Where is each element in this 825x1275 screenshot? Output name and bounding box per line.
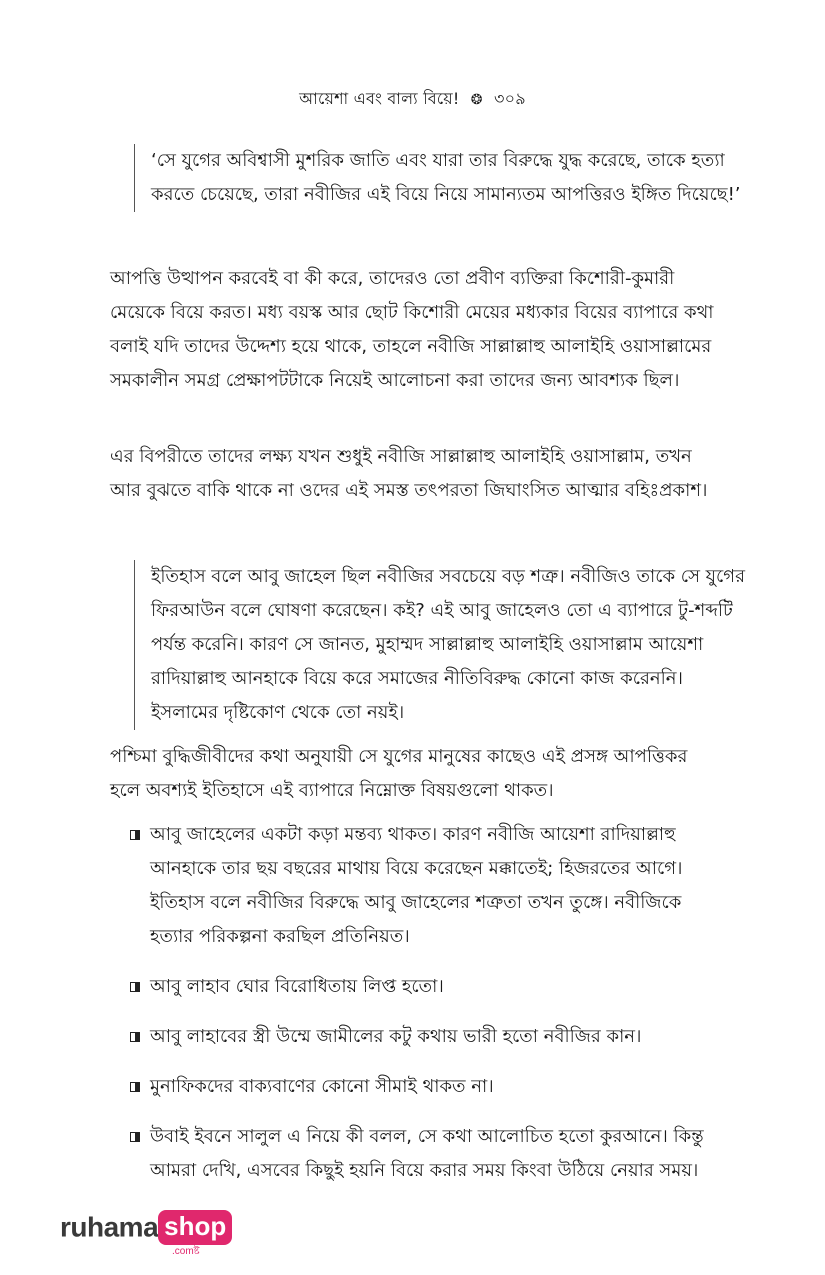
block-quote-1-text: ‘সে যুগের অবিশ্বাসী মুশরিক জাতি এবং যারা তার বিরুদ্ধে যুদ্ধ করেছে, তাকে হত্যা করতে চেয়েছে, তারা নবীজির এই বিয়ে নিয়ে সামান্যতম আপত্তিরও ইঙ্গিত দিয়েছে!’	[151, 150, 741, 205]
ornament-icon: ❂	[470, 92, 483, 108]
block-quote-2-text: ইতিহাস বলে আবু জাহেল ছিল নবীজির সবচেয়ে বড় শত্রু। নবীজিও তাকে সে যুগের ফিরআউন বলে ঘোষণা করেছেন। কই? এই আবু জাহেলও তো এ ব্যাপারে টু-শব্দটি পর্যন্ত করেনি। কারণ সে জানত, মুহাম্মদ সাল্লাল্লাহু আলাইহি ওয়াসাল্লাম আয়েশা রাদিয়াল্লাহু আনহাকে বিয়ে করে সমাজের নীতিবিরুদ্ধ কোনো কাজ করেননি। ইসলামের দৃষ্টিকোণ থেকে তো নয়ই।	[151, 566, 745, 723]
page-number: ৩০৯	[494, 89, 526, 108]
bullet-list	[130, 818, 725, 1204]
ruhamashop-logo	[60, 1210, 232, 1257]
running-header	[0, 86, 825, 113]
list-item-text: আবু জাহেলের একটা কড়া মন্তব্য থাকত। কারণ নবীজি আয়েশা রাদিয়াল্লাহু আনহাকে তার ছয় বছরের মাথায় বিয়ে করেছেন মক্কাতেই; হিজরতের আগে। ইতিহাস বলে নবীজির বিরুদ্ধে আবু জাহেলের শত্রুতা তখন তুঙ্গে। নবীজিকে হত্যার পরিকল্পনা করছিল প্রতিনিয়ত।	[150, 824, 683, 947]
square-bullet-icon	[130, 982, 140, 992]
list-item	[130, 818, 725, 954]
square-bullet-icon	[130, 1082, 140, 1092]
list-item-text: আবু লাহাব ঘোর বিরোধিতায় লিপ্ত হতো।	[150, 976, 444, 997]
list-item-text: আবু লাহাবের স্ত্রী উম্মে জামীলের কটু কথায় ভারী হতো নবীজির কান।	[150, 1026, 642, 1047]
square-bullet-icon	[130, 1032, 140, 1042]
paragraph-2: এর বিপরীতে তাদের লক্ষ্য যখন শুধুই নবীজি সাল্লাল্লাহু আলাইহি ওয়াসাল্লাম, তখন আর বুঝতে বাকি থাকে না ওদের এই সমস্ত তৎপরতা জিঘাংসিত আত্মার বহিঃপ্রকাশ।	[110, 446, 708, 501]
block-quote-1	[134, 144, 751, 212]
running-title: আয়েশা এবং বাল্য বিয়ে!	[299, 89, 460, 108]
paragraph-1: আপত্তি উত্থাপন করবেই বা কী করে, তাদেরও তো প্রবীণ ব্যক্তিরা কিশোরী-কুমারী মেয়েকে বিয়ে করত। মধ্য বয়স্ক আর ছোট কিশোরী মেয়ের মধ্যকার বিয়ের ব্যাপারে কথা বলাই যদি তাদের উদ্দেশ্য হয়ে থাকে, তাহলে নবীজি সাল্লাল্লাহু আলাইহি ওয়াসাল্লামের সমকালীন সমগ্র প্রেক্ষাপটটাকে নিয়েই আলোচনা করা তাদের জন্য আবশ্যক ছিল।	[110, 268, 714, 391]
block-quote-2	[134, 560, 751, 730]
logo-shop-badge: shop	[158, 1210, 232, 1245]
paragraph-3: পশ্চিমা বুদ্ধিজীবীদের কথা অনুযায়ী সে যুগের মানুষের কাছেও এই প্রসঙ্গ আপত্তিকর হলে অবশ্যই ইতিহাসে এই ব্যাপারে নিম্নোক্ত বিষয়গুলো থাকত।	[110, 746, 688, 801]
list-item	[130, 970, 725, 1004]
list-item	[130, 1120, 725, 1188]
list-item	[130, 1020, 725, 1054]
list-item	[130, 1070, 725, 1104]
square-bullet-icon	[130, 1132, 140, 1142]
logo-domain-suffix: .comষ্ট	[172, 1246, 200, 1257]
list-item-text: উবাই ইবনে সালুল এ নিয়ে কী বলল, সে কথা আলোচিত হতো কুরআনে। কিন্তু আমরা দেখি, এসবের কিছুই হয়নি বিয়ে করার সময় কিংবা উঠিয়ে নেয়ার সময়।	[150, 1126, 704, 1181]
square-bullet-icon	[130, 830, 140, 840]
list-item-text: মুনাফিকদের বাক্যবাণের কোনো সীমাই থাকত না।	[150, 1076, 494, 1097]
logo-brand-word: ruhama	[60, 1211, 159, 1243]
